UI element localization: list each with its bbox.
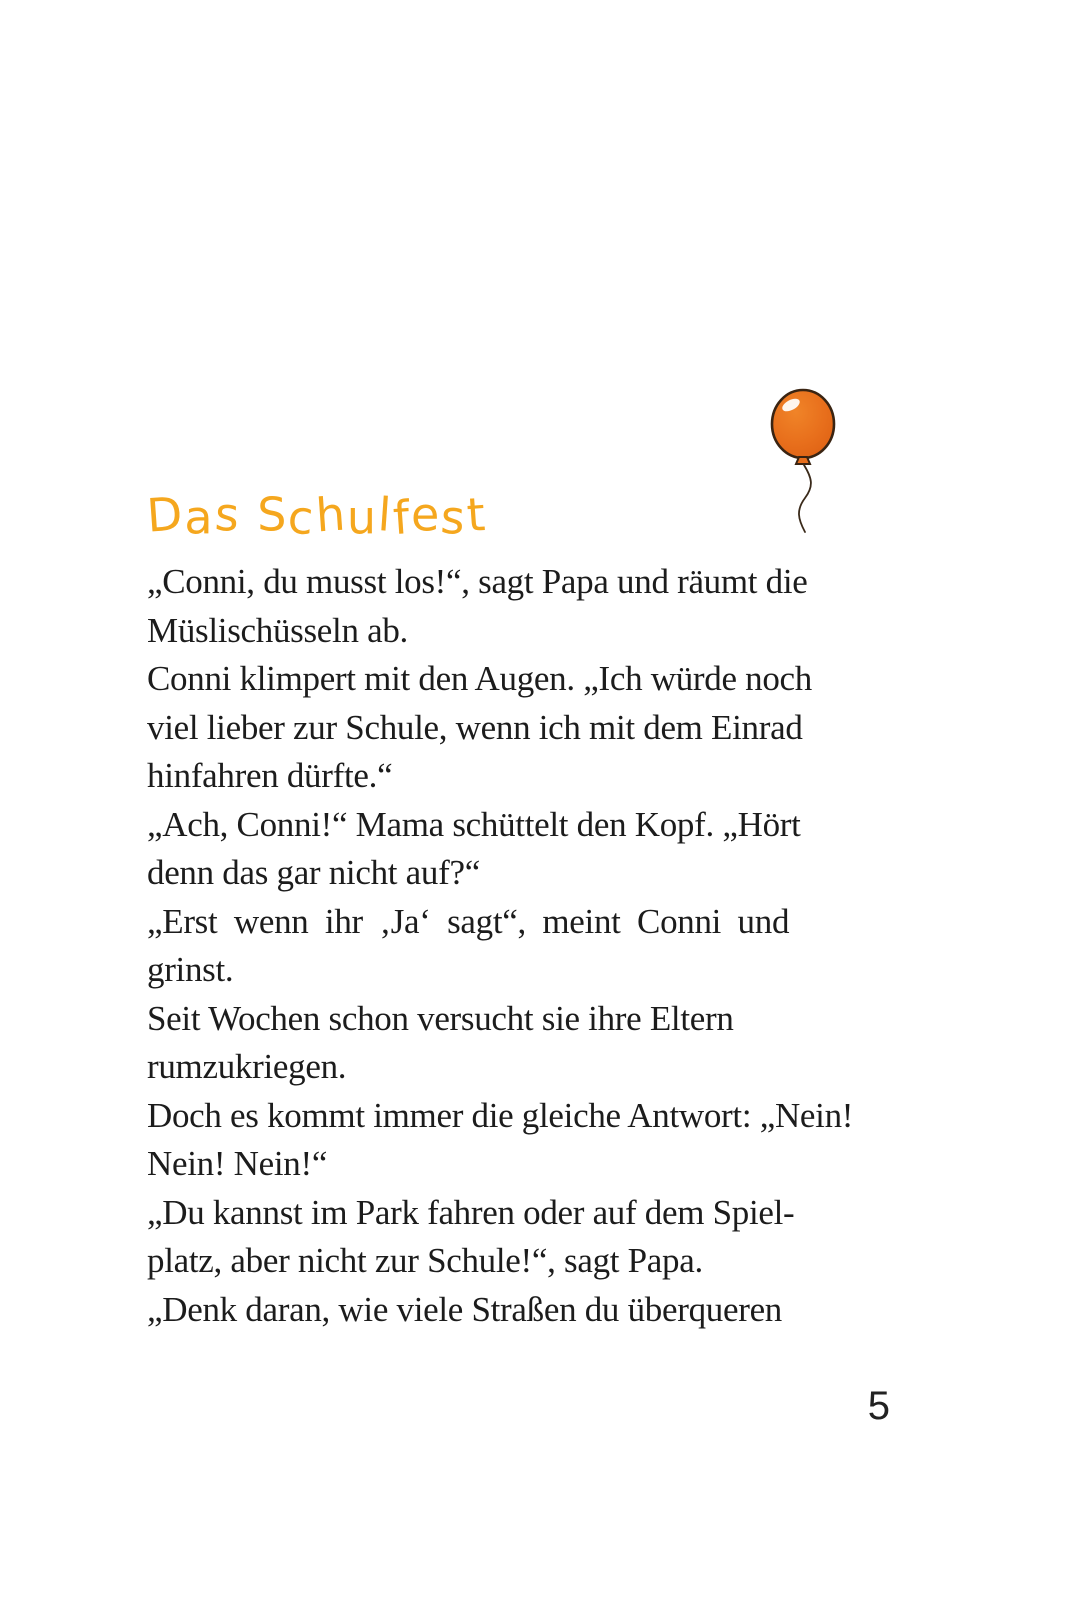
body-line: grinst. — [147, 950, 234, 989]
body-line: Nein! Nein!“ — [147, 1144, 328, 1183]
body-line: Doch es kommt immer die gleiche Antwort: „Nein! — [147, 1095, 854, 1135]
body-line: „Du kannst im Park fahren oder auf dem Spiel- — [147, 1192, 795, 1232]
balloon-illustration — [758, 386, 848, 536]
body-line: „Denk daran, wie viele Straßen du überqueren — [147, 1289, 783, 1329]
story-text — [147, 558, 937, 1334]
body-line: „Conni, du musst los!“, sagt Papa und räumt die — [147, 562, 808, 601]
body-line: platz, aber nicht zur Schule!“, sagt Papa. — [147, 1241, 703, 1280]
body-line: viel lieber zur Schule, wenn ich mit dem Einrad — [147, 707, 803, 747]
body-line: denn das gar nicht auf?“ — [147, 853, 480, 892]
body-line: „Ach, Conni!“ Mama schüttelt den Kopf. „Hört — [147, 804, 801, 844]
page-number: 5 — [867, 1384, 890, 1428]
body-line: hinfahren dürfte.“ — [147, 756, 393, 795]
body-line: rumzukriegen. — [147, 1047, 347, 1086]
body-line: Seit Wochen schon versucht sie ihre Eltern — [147, 998, 734, 1038]
body-line: Conni klimpert mit den Augen. „Ich würde noch — [147, 659, 812, 698]
balloon-icon — [758, 386, 848, 536]
chapter-title: Das Schulfest — [145, 486, 490, 546]
body-line: „Erst wenn ihr ‚Ja‘ sagt“, meint Conni und — [147, 901, 790, 941]
body-line: Müslischüsseln ab. — [147, 610, 408, 650]
